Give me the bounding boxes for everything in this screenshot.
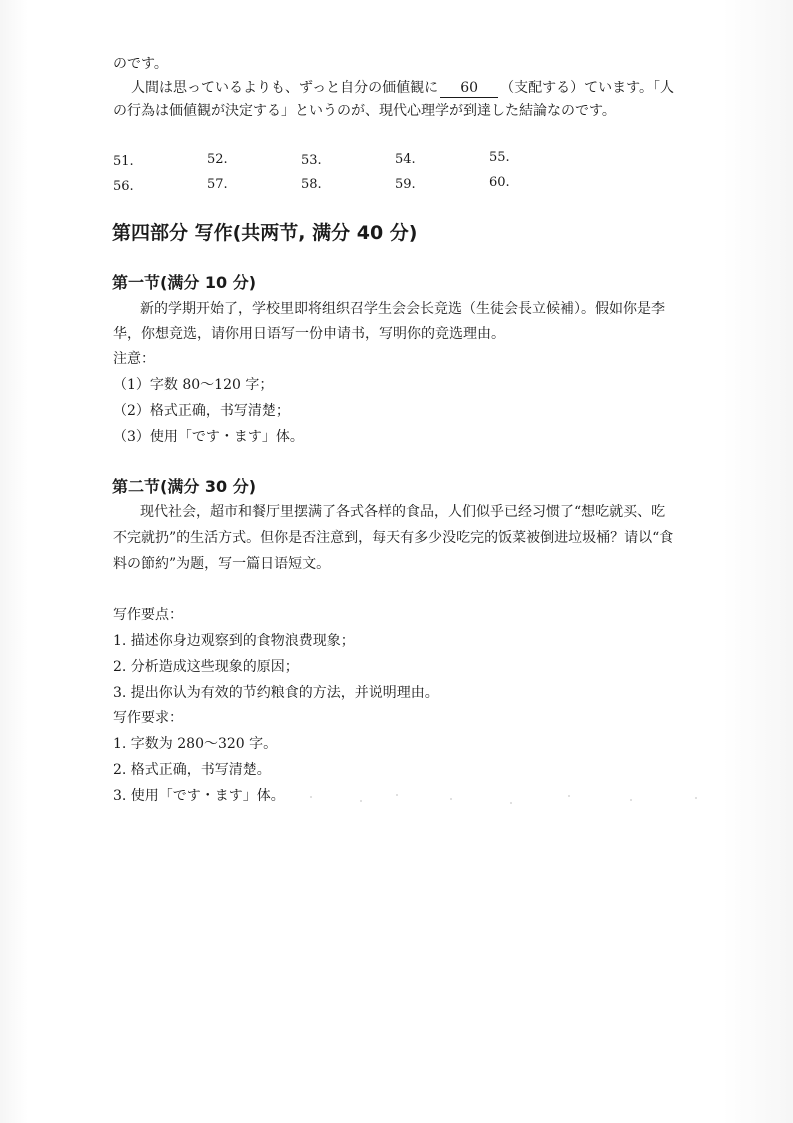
section2-requirement: 3. 使用「です・ます」体。 <box>113 788 285 804</box>
answer-number: 58. <box>301 177 322 192</box>
section1-title: 第一节(满分 10 分) <box>112 273 257 292</box>
scan-shadow-right <box>723 0 793 1123</box>
scan-shadow-left <box>0 0 28 1123</box>
answer-number: 59. <box>395 177 416 192</box>
answer-number: 55. <box>489 150 510 165</box>
section1-prompt-line-1: 新的学期开始了，学校里即将组织召学生会会长竞选（生徒会長立候補）。假如你是李 <box>140 301 665 317</box>
passage-line-2 <box>131 78 674 98</box>
section1-notes-label: 注意： <box>113 351 155 367</box>
section2-prompt-line-3: 料の節約”为题，写一篇日语短文。 <box>113 556 331 572</box>
answer-number: 54. <box>395 152 416 167</box>
answer-number: 52. <box>207 152 228 167</box>
passage-line-3: の行為は価値観が決定する」というのが、現代心理学が到達した結論なのです。 <box>113 103 616 119</box>
answer-number: 53. <box>301 153 322 168</box>
section1-note: （2）格式正确，书写清楚； <box>113 403 290 419</box>
section1-note: （1）字数 80～120 字； <box>113 377 274 393</box>
blank-60: 60 <box>440 80 498 98</box>
section1-prompt-line-2: 华，你想竞选，请你用日语写一份申请书，写明你的竞选理由。 <box>113 326 505 342</box>
passage-line-2-before: 人間は思っているよりも、ずっと自分の価値観に <box>131 80 439 96</box>
section1-note: （3）使用「です・ます」体。 <box>113 429 304 445</box>
answer-number: 56. <box>113 179 134 194</box>
section2-point: 1. 描述你身边观察到的食物浪费现象； <box>113 633 355 649</box>
answer-number: 57. <box>207 177 228 192</box>
section2-prompt-line-2: 不完就扔”的生活方式。但你是否注意到，每天有多少没吃完的饭菜被倒进垃圾桶？请以“食 <box>113 530 674 546</box>
section2-point: 2. 分析造成这些现象的原因； <box>113 659 299 675</box>
part4-title: 第四部分 写作(共两节, 满分 40 分) <box>112 222 418 244</box>
passage-line-2-after: （支配する）ています。「人 <box>500 80 675 96</box>
section2-point: 3. 提出你认为有效的节约粮食的方法，并说明理由。 <box>113 685 439 701</box>
section2-requirement: 2. 格式正确，书写清楚。 <box>113 762 271 778</box>
scan-specks <box>300 790 720 810</box>
passage-line-1: のです。 <box>113 56 168 72</box>
section2-title: 第二节(满分 30 分) <box>112 477 257 496</box>
section2-requirement: 1. 字数为 280～320 字。 <box>113 736 278 752</box>
answer-number: 51. <box>113 154 134 169</box>
answer-number: 60. <box>489 175 510 190</box>
section2-requirements-label: 写作要求： <box>113 710 183 726</box>
section2-points-label: 写作要点： <box>113 607 183 623</box>
section2-prompt-line-1: 现代社会，超市和餐厅里摆满了各式各样的食品，人们似乎已经习惯了“想吃就买、吃 <box>140 504 666 520</box>
